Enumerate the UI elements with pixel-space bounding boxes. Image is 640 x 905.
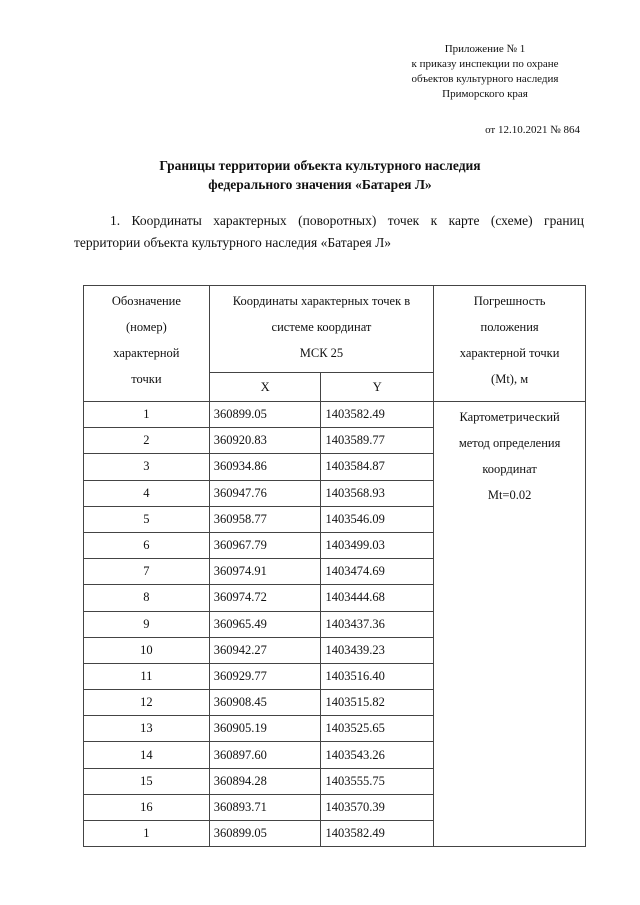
header-accuracy (434, 286, 586, 402)
header-line: Координаты характерных точек в (232, 294, 411, 308)
method-line: метод определения (458, 436, 561, 450)
method-line: координат (482, 462, 537, 476)
coordinate-x: 360899.05 (209, 402, 321, 428)
coordinate-x: 360899.05 (209, 821, 321, 847)
paragraph-line: территории объекта культурного наследия «Батарея Л» (74, 235, 392, 250)
coordinate-y: 1403543.26 (321, 742, 434, 768)
paragraph-line: 1. Координаты характерных (поворотных) точек к карте (схеме) границ (110, 213, 584, 228)
coordinate-x: 360893.71 (209, 794, 321, 820)
coordinate-y: 1403589.77 (321, 428, 434, 454)
intro-paragraph (74, 210, 584, 254)
table-header-row (84, 286, 586, 373)
header-line: положения (480, 320, 539, 334)
order-reference: от 12.10.2021 № 864 (485, 124, 580, 136)
coordinate-x: 360942.27 (209, 637, 321, 663)
coordinate-x: 360958.77 (209, 506, 321, 532)
title-line: Границы территории объекта культурного наследия (159, 158, 481, 173)
coordinate-x: 360934.86 (209, 454, 321, 480)
coordinates-table (83, 285, 586, 847)
point-number: 11 (84, 663, 210, 689)
point-number: 15 (84, 768, 210, 794)
coordinate-x: 360947.76 (209, 480, 321, 506)
appendix-line: Приморского края (442, 88, 528, 100)
document-title (60, 156, 580, 194)
coordinate-y: 1403584.87 (321, 454, 434, 480)
point-number: 10 (84, 637, 210, 663)
point-number: 6 (84, 532, 210, 558)
coordinate-x: 360974.72 (209, 585, 321, 611)
header-line: (Mt), м (491, 372, 529, 386)
header-line: МСК 25 (299, 346, 344, 360)
coordinate-x: 360894.28 (209, 768, 321, 794)
appendix-line: Приложение № 1 (444, 43, 526, 55)
header-line: характерной (113, 346, 180, 360)
point-number: 2 (84, 428, 210, 454)
point-number: 14 (84, 742, 210, 768)
appendix-line: к приказу инспекции по охране (411, 58, 559, 70)
coordinate-y: 1403474.69 (321, 559, 434, 585)
coordinate-y: 1403555.75 (321, 768, 434, 794)
point-number: 1 (84, 821, 210, 847)
header-point-designation (84, 286, 210, 402)
header-line: системе координат (271, 320, 372, 334)
coordinate-x: 360905.19 (209, 716, 321, 742)
point-number: 16 (84, 794, 210, 820)
coordinate-x: 360967.79 (209, 532, 321, 558)
coordinate-x: 360920.83 (209, 428, 321, 454)
coordinate-y: 1403582.49 (321, 821, 434, 847)
coordinate-y: 1403570.39 (321, 794, 434, 820)
appendix-line: объектов культурного наследия (411, 73, 559, 85)
header-line: характерной точки (459, 346, 560, 360)
coordinate-y: 1403515.82 (321, 690, 434, 716)
coordinate-x: 360965.49 (209, 611, 321, 637)
header-line: Погрешность (473, 294, 546, 308)
method-cell (434, 402, 586, 847)
coordinate-y: 1403444.68 (321, 585, 434, 611)
method-line: Картометрический (459, 410, 560, 424)
title-line: федерального значения «Батарея Л» (208, 177, 432, 192)
coordinate-y: 1403439.23 (321, 637, 434, 663)
coordinate-x: 360929.77 (209, 663, 321, 689)
header-coordinates (209, 286, 433, 373)
header-y: Y (321, 373, 434, 402)
coordinate-y: 1403499.03 (321, 532, 434, 558)
method-line: Mt=0.02 (487, 488, 532, 502)
coordinate-y: 1403568.93 (321, 480, 434, 506)
appendix-block (400, 42, 570, 102)
point-number: 5 (84, 506, 210, 532)
point-number: 12 (84, 690, 210, 716)
coordinate-x: 360974.91 (209, 559, 321, 585)
point-number: 9 (84, 611, 210, 637)
coordinate-x: 360908.45 (209, 690, 321, 716)
point-number: 4 (84, 480, 210, 506)
header-line: (номер) (126, 320, 167, 334)
point-number: 1 (84, 402, 210, 428)
point-number: 7 (84, 559, 210, 585)
header-line: точки (131, 372, 162, 386)
coordinate-y: 1403525.65 (321, 716, 434, 742)
point-number: 3 (84, 454, 210, 480)
coordinate-y: 1403516.40 (321, 663, 434, 689)
point-number: 8 (84, 585, 210, 611)
header-line: Обозначение (111, 294, 181, 308)
coordinate-y: 1403546.09 (321, 506, 434, 532)
coordinate-y: 1403437.36 (321, 611, 434, 637)
coordinate-y: 1403582.49 (321, 402, 434, 428)
coordinate-x: 360897.60 (209, 742, 321, 768)
table-row (84, 402, 586, 428)
point-number: 13 (84, 716, 210, 742)
header-x: X (209, 373, 321, 402)
